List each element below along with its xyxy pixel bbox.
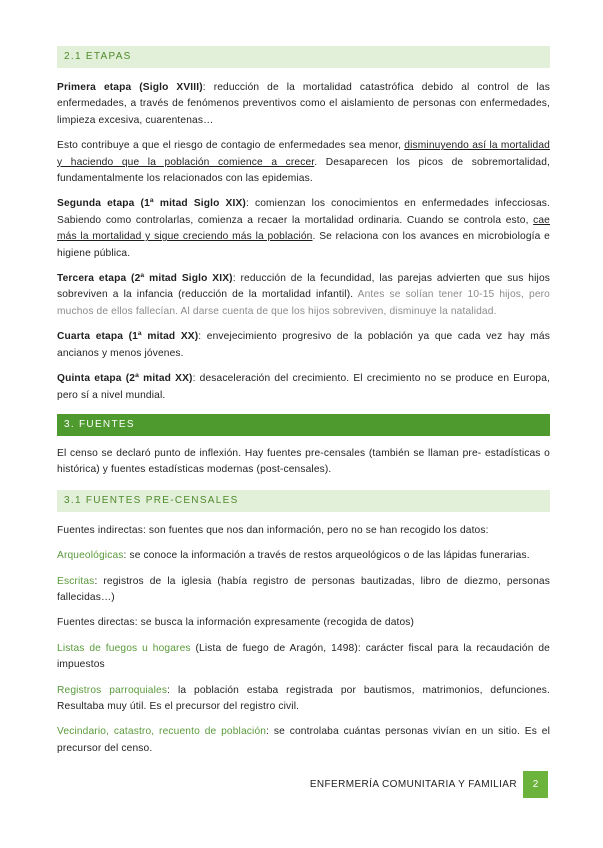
section-heading-fuentes-precensales: 3.1 FUENTES PRE-CENSALES [57,490,550,512]
term-escritas: Escritas [57,575,95,587]
term-tercera-etapa: Tercera etapa (2ª mitad Siglo XIX) [57,273,233,285]
term-registros-parroquiales: Registros parroquiales [57,684,168,696]
paragraph-censo: El censo se declaró punto de inflexión. Hay fuentes pre-censales (también se llaman pre- estadísticas o histórica) y fuentes estadísticas modernas (post-censales). [57,447,550,476]
paragraph-segunda-etapa: Segunda etapa (1ª mitad Siglo XIX): comienzan los conocimientos en enfermedades infecciosas. Sabiendo como controlarlas, comienza a recaer la mortalidad ordinaria. Cuando se controla esto, cae más la mortalidad y sigue creciendo más la población. Se relaciona con los avances en microbiología e higiene pública. [57,198,551,259]
term-listas-fuegos: Listas de fuegos u hogares [57,642,191,654]
paragraph-escritas: Escritas: registros de la iglesia (había registro de personas bautizadas, libro de diezmo, personas fallecidas…) [57,575,550,603]
term-vecindario: Vecindario, catastro, recuento de población [57,726,267,738]
section-heading-etapas: 2.1 ETAPAS [57,46,550,68]
paragraph-registros-parroquiales: Registros parroquiales: la población estaba registrada por bautismos, matrimonios, defunciones. Resultaba muy útil. Es el precursor del registro civil. [57,684,550,712]
paragraph-cuarta-etapa: Cuarta etapa (1ª mitad XX): envejecimiento progresivo de la población ya que cada vez hay más ancianos y menos jóvenes. [57,331,550,359]
underlined-text: disminuyendo así la mortalidad y haciendo que la población comience a crecer [57,140,550,168]
page-content [57,46,550,757]
paragraph-quinta-etapa: Quinta etapa (2ª mitad XX): desaceleración del crecimiento. El crecimiento no se produce en Europa, pero sí a nivel mundial. [57,373,551,401]
page-number: 2 [523,771,548,798]
term-primera-etapa: Primera etapa (Siglo XVIII) [57,82,203,93]
paragraph-arqueologicas: Arqueológicas: se conoce la información a través de restos arqueológicos o de las lápidas funerarias. [57,550,530,562]
paragraph-fuentes-indirectas: Fuentes indirectas: son fuentes que nos dan información, pero no se han recogido los datos: [57,524,489,536]
paragraph-vecindario: Vecindario, catastro, recuento de población: se controlaba cuántas personas vivían en un sitio. Es el precursor del censo. [57,726,550,754]
paragraph-primera-etapa: Primera etapa (Siglo XVIII): reducción de la mortalidad catastrófica debido al control de las enfermedades, a través de fenómenos preventivos como el aislamiento de personas con enfermedades, limpieza excesiva, cuarentenas… [57,82,550,126]
term-arqueologicas: Arqueológicas [57,550,124,562]
paragraph-listas-fuegos: Listas de fuegos u hogares (Lista de fuego de Aragón, 1498): carácter fiscal para la recaudación de impuestos [57,642,550,671]
page-footer [310,771,548,798]
underlined-text: cae más la mortalidad y sigue creciendo más la población [57,214,550,243]
footer-title: ENFERMERÍA COMUNITARIA Y FAMILIAR [309,779,517,790]
paragraph-tercera-etapa: Tercera etapa (2ª mitad Siglo XIX): reducción de la fecundidad, las parejas advierten que sus hijos sobreviven a la infancia (reducción de la mortalidad infantil). Antes se solían tener 10-15 hijos, pero muchos de ellos fallecían. Al darse cuenta de que los hijos sobreviven, disminuye la natalidad. [57,273,550,317]
paragraph-contagio: Esto contribuye a que el riesgo de contagio de enfermedades sea menor, disminuyendo así la mortalidad y haciendo que la población comience a crecer. Desaparecen los picos de sobremortalidad, fundamentalmente los relacionados con las epidemias. [57,140,551,185]
paragraph-fuentes-directas: Fuentes directas: se busca la información expresamente (recogida de datos) [57,617,415,629]
term-quinta-etapa: Quinta etapa (2ª mitad XX) [57,373,193,385]
term-cuarta-etapa: Cuarta etapa (1ª mitad XX) [57,331,199,343]
muted-note: Antes se solían tener 10-15 hijos, pero muchos de ellos fallecían. Al darse cuenta de que los hijos sobreviven, disminuye la natalidad. [57,289,550,317]
section-heading-fuentes: 3. FUENTES [57,414,550,436]
term-segunda-etapa: Segunda etapa (1ª mitad Siglo XIX) [57,198,246,210]
